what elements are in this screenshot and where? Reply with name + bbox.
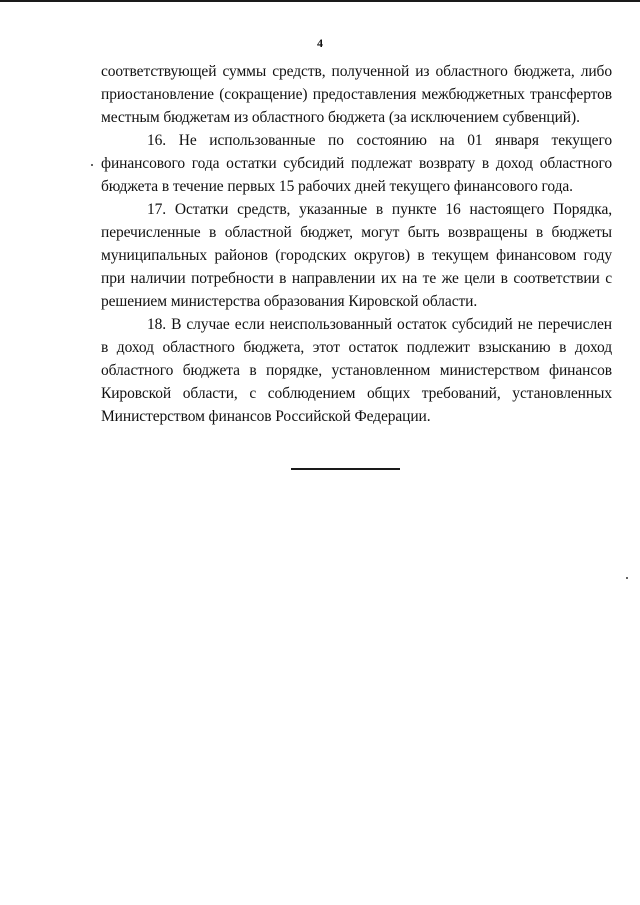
scan-speck	[626, 577, 628, 579]
document-body	[101, 60, 612, 428]
scan-speck	[91, 164, 93, 166]
page-number: 4	[317, 36, 323, 50]
top-edge-rule	[0, 0, 640, 2]
paragraph-continuation: соответствующей суммы средств, полученной из областного бюджета, либо приостановление (сокращение) предоставления межбюджетных трансфертов местным бюджетам из областного бюджета (за исключением субвенций).	[101, 63, 612, 126]
end-separator-line	[291, 468, 400, 470]
paragraph-item-17: 17. Остатки средств, указанные в пункте 16 настоящего Порядка, перечисленные в областной бюджет, могут быть возвращены в бюджеты муниципальных районов (городских округов) в текущем финансовом году при наличии потребности в направлении их на те же цели в соответствии с решением министерства образования Кировской области.	[101, 201, 612, 310]
paragraph-item-18: 18. В случае если неиспользованный остаток субсидий не перечислен в доход областного бюджета, этот остаток подлежит взысканию в доход областного бюджета в порядке, установленном министерством финансов Кировской области, с соблюдением общих требований, установленных Министерством финансов Российской Федерации.	[101, 316, 612, 425]
paragraph-item-16: 16. Не использованные по состоянию на 01 января текущего финансового года остатки субсидий подлежат возврату в доход областного бюджета в течение первых 15 рабочих дней текущего финансового года.	[101, 132, 612, 195]
